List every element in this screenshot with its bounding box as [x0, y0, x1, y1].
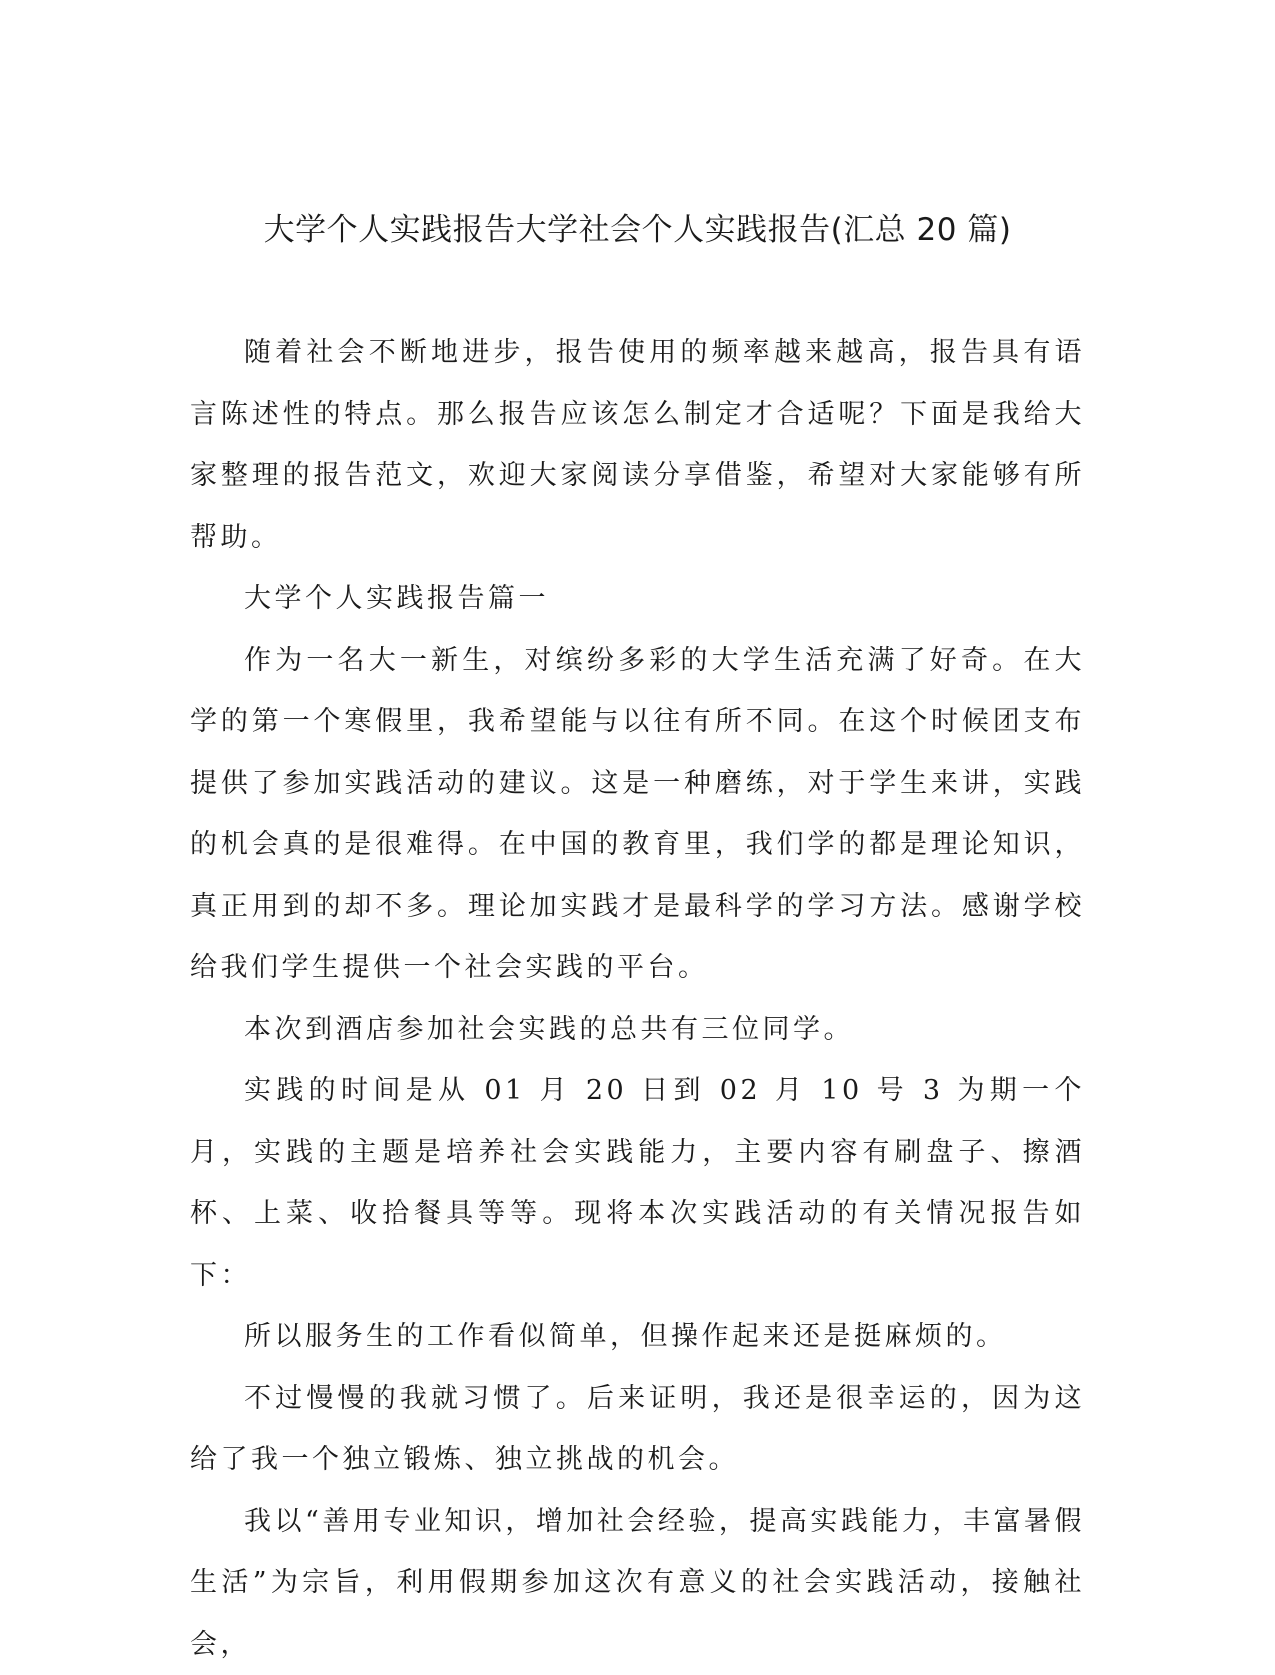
- paragraph: 我以“善用专业知识，增加社会经验，提高实践能力，丰富暑假生活”为宗旨，利用假期参加这次有意义的社会实践活动，接触社会，: [190, 1491, 1085, 1675]
- document-body: [190, 322, 1085, 1675]
- paragraph-intro: 随着社会不断地进步，报告使用的频率越来越高，报告具有语言陈述性的特点。那么报告应该怎么制定才合适呢？下面是我给大家整理的报告范文，欢迎大家阅读分享借鉴，希望对大家能够有所帮助。: [190, 322, 1085, 568]
- paragraph: 所以服务生的工作看似简单，但操作起来还是挺麻烦的。: [190, 1306, 1085, 1368]
- paragraph: 不过慢慢的我就习惯了。后来证明，我还是很幸运的，因为这给了我一个独立锻炼、独立挑战的机会。: [190, 1368, 1085, 1491]
- paragraph: 本次到酒店参加社会实践的总共有三位同学。: [190, 999, 1085, 1061]
- section-heading: 大学个人实践报告篇一: [190, 568, 1085, 630]
- document-title: 大学个人实践报告大学社会个人实践报告(汇总 20 篇): [0, 210, 1275, 250]
- paragraph: 实践的时间是从 01 月 20 日到 02 月 10 号 3 为期一个月，实践的主题是培养社会实践能力，主要内容有刷盘子、擦酒杯、上菜、收拾餐具等等。现将本次实践活动的有关情况报告如下：: [190, 1060, 1085, 1306]
- paragraph: 作为一名大一新生，对缤纷多彩的大学生活充满了好奇。在大学的第一个寒假里，我希望能与以往有所不同。在这个时候团支布提供了参加实践活动的建议。这是一种磨练，对于学生来讲，实践的机会真的是很难得。在中国的教育里，我们学的都是理论知识，真正用到的却不多。理论加实践才是最科学的学习方法。感谢学校给我们学生提供一个社会实践的平台。: [190, 630, 1085, 999]
